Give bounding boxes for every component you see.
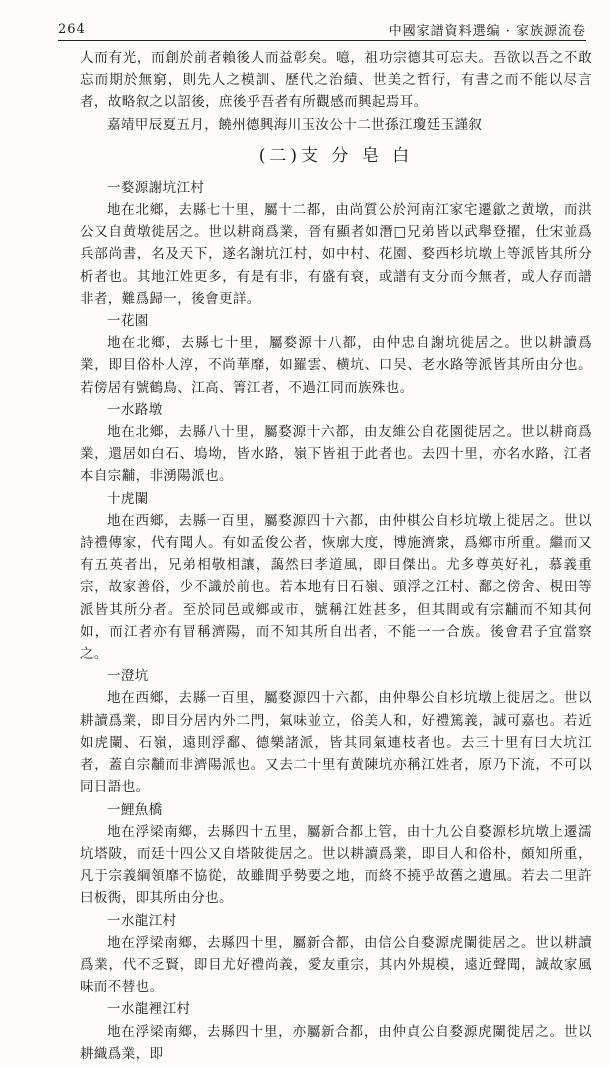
entry [80, 998, 592, 1065]
entry-title: 一婺源謝坑江村 [107, 179, 205, 196]
entry-title: 十虎闌 [107, 490, 149, 507]
running-header [58, 18, 586, 40]
preface-signature: 嘉靖甲辰夏五月，饒州德興海川玉汝公十二世孫江瓊廷玉謹叙 [107, 116, 483, 133]
book-title: 中國家譜資料選编 · 家族源流卷 [388, 23, 586, 39]
entry-text: 地在浮梁南鄉，去縣四十里，屬新合都，由信公自婺源虎闌徙居之。世以耕讀爲業，代不乏賢，即目尤好禮尚義，愛友重宗，其内外規模，遠近聲聞，誠故家風味而不替也。 [80, 934, 592, 996]
entry-text: 地在西鄉，去縣一百里，屬婺源四十六都，由仲舉公自杉坑墩上徙居之。世以耕讀爲業，即目分居内外二門，氣味並立，俗美人和，好禮篤義，誠可嘉也。若近如虎闌、石嶺，遠則浮鄱、德樂諸派，皆其同氣連枝者也。去三十里有曰大坑江者，蓋自宗黼而非濟陽派也。又去二十里有黄陳坑亦稱江姓者，原乃下流，不可以同日語也。 [80, 690, 592, 796]
entry-text: 地在西鄉，去縣一百里，屬婺源四十六都，由仲棋公自杉坑墩上徙居之。世以詩禮傳家，代有聞人。有如孟俊公者，恢廓大度，博施濟衆，爲鄉市所重。繼而又有五英者出，兄弟相敬相讓，藹然曰孝道風，即目傑出。尤多尊英好礼，慕義重宗，故家善俗，少不識於前也。若本地有日石嶺、頭浮之江村、鄱之傍舍、梘田等派皆其所分者。至於同邑或鄉或市，號稱江姓甚多，但其間或有宗黼而不知其何如，而江者亦有冒稱濟陽，而不知其所自出者，不能一一合族。後會君子宜當察之。 [80, 512, 592, 663]
entry-text: 地在北鄉，去縣七十里，屬婺源十八都，由仲忠自謝坑徙居之。世以耕讀爲業，即目俗朴人淳，不尚華靡，如羅雲、横坑、口吴、老水路等派皆其所由分也。若傍居有號鶴鳥、江高、箐江者，不過江同而族殊也。 [80, 335, 592, 396]
entry-title: 一鯉魚橋 [107, 801, 163, 818]
entry-text: 地在浮梁南鄉，去縣四十里，亦屬新合都，由仲貞公自婺源虎闌徙居之。世以耕織爲業，即 [80, 1023, 592, 1062]
header-rule [58, 40, 586, 41]
preface-paragraph: 人而有光，而創於前者賴後人而益彰矣。噫，祖功宗德其可忘夫。吾欲以吾之不敢忘而期於無窮，則先人之模訓、歷代之治績、世美之哲行，有書之而不能以尽言者，故略叙之以詔後，庶後乎吾者有所觀感而興起焉耳。 [80, 50, 592, 111]
entry-title: 一水路墩 [107, 401, 163, 418]
entry-title: 一澄坑 [107, 668, 149, 685]
entry-text: 地在浮梁南鄉，去縣四十五里，屬新合都上管，由十九公自婺源杉坑墩上遷濡坑塔陂，而廷十四公又自塔陂徙居之。世以耕讀爲業，即目人和俗朴，頗知所重，凡于宗義綱領靡不協從，故雖間乎勢要之地，而終不撓乎故舊之遺風。若去二里許曰板衖，即其所由分也。 [80, 823, 592, 907]
entry-text: 地在北鄉，去縣七十里，屬十二都，由尚質公於河南江家宅遷歙之黄墩，而洪公又自黄墩徙居之。世以耕商爲業，晉有顯者如潛□兄弟皆以武舉登擢，仕宋並爲兵部尚書，名及天下，遂名謝坑江村，如中村、花園、婺西杉坑墩上等派皆其所分析者也。其地江姓更多，有是有非，有盛有衰，或譜有支分而今無者，或人存而譜非者，難爲歸一，後會更詳。 [80, 202, 592, 307]
entry [80, 177, 592, 310]
page-number: 264 [58, 21, 86, 37]
entry [80, 910, 592, 999]
page-body [80, 47, 592, 1065]
entry [80, 399, 592, 488]
entry-title: 一水龍江村 [107, 912, 177, 929]
entry-title: 一花園 [107, 313, 149, 330]
entry-title: 一水龍裡江村 [107, 1001, 191, 1018]
section-title: (二)支 分 皂 白 [258, 145, 414, 166]
entry [80, 665, 592, 798]
entry [80, 799, 592, 910]
entry [80, 488, 592, 666]
entry-text: 地在北鄉，去縣八十里，屬婺源十六都，由友維公自花園徙居之。世以耕商爲業，還居如白石、塢坳，皆水路，嶺下皆祖于此者也。去四十里，亦名水路，江者本自宗黼，非湧陽派也。 [80, 424, 592, 485]
entry [80, 310, 592, 399]
